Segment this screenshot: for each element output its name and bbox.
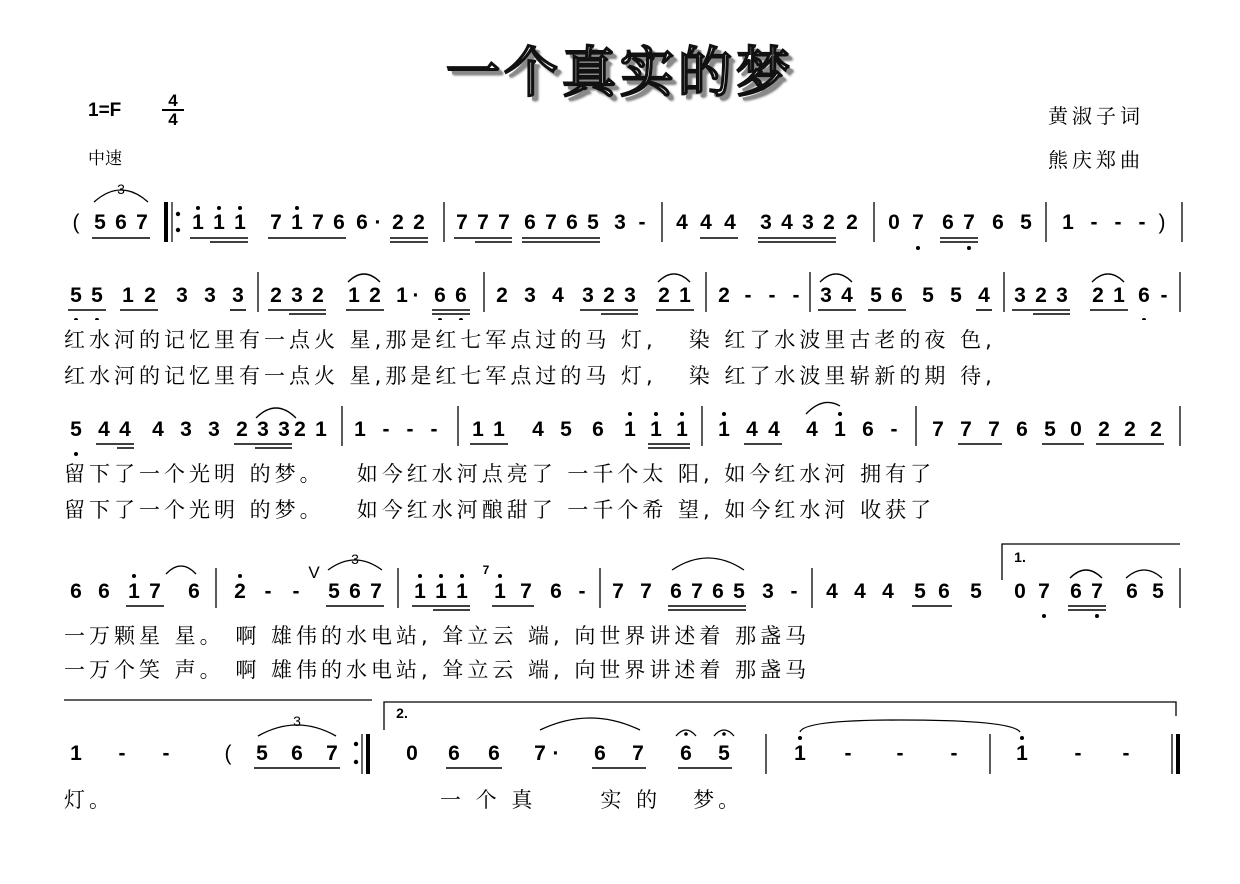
svg-text:·: · (552, 742, 560, 765)
svg-text:7: 7 (612, 580, 624, 603)
svg-text:3: 3 (257, 418, 269, 441)
svg-text:3: 3 (762, 580, 774, 603)
svg-text:7: 7 (960, 418, 972, 441)
svg-text:1: 1 (435, 580, 447, 603)
svg-text:-: - (844, 742, 852, 765)
svg-text:5: 5 (94, 211, 106, 234)
lyric-line-3-verse-2: 留下了一个光明 的梦。 如今红水河酿甜了 一千个希 望, 如今红水河 收获了 (64, 498, 936, 522)
svg-text:2: 2 (236, 418, 248, 441)
svg-text:1: 1 (122, 284, 134, 307)
svg-text:1: 1 (213, 211, 225, 234)
svg-text:1: 1 (348, 284, 360, 307)
svg-text:6: 6 (333, 211, 345, 234)
svg-text:2: 2 (1092, 284, 1104, 307)
svg-text:5: 5 (914, 580, 926, 603)
svg-text:4: 4 (98, 418, 110, 441)
svg-text:1: 1 (624, 418, 636, 441)
svg-text:1: 1 (718, 418, 730, 441)
time-signature-top: 4 (168, 91, 178, 110)
svg-text:6: 6 (992, 211, 1004, 234)
svg-text:1: 1 (396, 284, 408, 307)
svg-text:V: V (308, 563, 320, 582)
svg-text:1: 1 (354, 418, 366, 441)
svg-text:-: - (1114, 211, 1122, 234)
time-signature (160, 92, 186, 128)
svg-text:5: 5 (870, 284, 882, 307)
svg-text:1: 1 (128, 580, 140, 603)
svg-text:7: 7 (534, 742, 546, 765)
svg-text:6: 6 (592, 418, 604, 441)
svg-text:5: 5 (70, 284, 82, 307)
lyric-line-4-verse-1: 一万颗星 星。 啊 雄伟的水电站, 耸立云 端, 向世界讲述着 那盏马 (64, 624, 811, 648)
svg-text:3: 3 (351, 551, 359, 567)
svg-text:5: 5 (587, 211, 599, 234)
svg-text:7: 7 (632, 742, 644, 765)
svg-text:3: 3 (1014, 284, 1026, 307)
svg-text:1: 1 (472, 418, 484, 441)
svg-text:7: 7 (482, 563, 490, 577)
svg-text:6: 6 (670, 580, 682, 603)
svg-text:3: 3 (582, 284, 594, 307)
svg-text:2: 2 (294, 418, 306, 441)
svg-text:4: 4 (806, 418, 818, 441)
svg-text:2: 2 (392, 211, 404, 234)
staff-system-3 (0, 396, 1240, 456)
staff-system-4 (0, 540, 1240, 618)
svg-text:6: 6 (98, 580, 110, 603)
svg-text:5: 5 (950, 284, 962, 307)
svg-text:-: - (950, 742, 958, 765)
svg-text:-: - (638, 211, 646, 234)
svg-text:2: 2 (144, 284, 156, 307)
svg-text:5: 5 (733, 580, 745, 603)
svg-text:6: 6 (1070, 580, 1082, 603)
svg-text:0: 0 (1014, 580, 1026, 603)
svg-text:1: 1 (794, 742, 806, 765)
svg-text:3: 3 (278, 418, 290, 441)
svg-text:5: 5 (922, 284, 934, 307)
svg-text:3: 3 (291, 284, 303, 307)
svg-text:5: 5 (328, 580, 340, 603)
svg-text:4: 4 (119, 418, 131, 441)
svg-text:5: 5 (1152, 580, 1164, 603)
svg-text:6: 6 (550, 580, 562, 603)
svg-text:5: 5 (91, 284, 103, 307)
svg-text:-: - (890, 418, 898, 441)
svg-text:1: 1 (1062, 211, 1074, 234)
svg-text:3: 3 (760, 211, 772, 234)
svg-text:6: 6 (524, 211, 536, 234)
svg-text:2: 2 (413, 211, 425, 234)
svg-text:4: 4 (676, 211, 688, 234)
svg-text:-: - (406, 418, 414, 441)
svg-text:3: 3 (232, 284, 244, 307)
svg-text:-: - (1074, 742, 1082, 765)
lyric-line-5-start: 灯。 (64, 788, 114, 812)
svg-text:1.: 1. (1014, 549, 1026, 565)
svg-text:7: 7 (545, 211, 557, 234)
svg-text:1: 1 (679, 284, 691, 307)
svg-text:6: 6 (942, 211, 954, 234)
svg-text:7: 7 (270, 211, 282, 234)
lyric-line-3-verse-1: 留下了一个光明 的梦。 如今红水河点亮了 一千个太 阳, 如今红水河 拥有了 (64, 462, 936, 486)
svg-text:4: 4 (532, 418, 544, 441)
svg-text:4: 4 (768, 418, 780, 441)
svg-text:3: 3 (802, 211, 814, 234)
svg-text:6: 6 (291, 742, 303, 765)
svg-text:4: 4 (781, 211, 793, 234)
lyricist-credit: 黄淑子词 (1048, 104, 1144, 128)
svg-text:6: 6 (938, 580, 950, 603)
svg-text:-: - (1138, 211, 1146, 234)
svg-text:3: 3 (208, 418, 220, 441)
staff-system-2 (0, 262, 1240, 320)
svg-text:6: 6 (862, 418, 874, 441)
svg-text:2: 2 (718, 284, 730, 307)
svg-text:2: 2 (1035, 284, 1047, 307)
svg-text:7: 7 (1091, 580, 1103, 603)
svg-text:6: 6 (188, 580, 200, 603)
svg-text:7: 7 (691, 580, 703, 603)
svg-text:2: 2 (1098, 418, 1110, 441)
svg-text:2: 2 (823, 211, 835, 234)
svg-text:7: 7 (456, 211, 468, 234)
svg-text:6: 6 (115, 211, 127, 234)
svg-text:2: 2 (369, 284, 381, 307)
svg-text:6: 6 (566, 211, 578, 234)
svg-text:-: - (1160, 284, 1168, 307)
svg-text:6: 6 (680, 742, 692, 765)
svg-text:3: 3 (117, 181, 125, 197)
svg-text:·: · (412, 284, 420, 307)
staff-system-1 (0, 172, 1240, 252)
svg-text:1: 1 (414, 580, 426, 603)
svg-text:4: 4 (841, 284, 853, 307)
svg-text:6: 6 (349, 580, 361, 603)
svg-text:-: - (382, 418, 390, 441)
svg-text:2.: 2. (396, 705, 408, 721)
svg-text:6: 6 (448, 742, 460, 765)
lyric-line-2-verse-2: 红水河的记忆里有一点火 星,那是红七军点过的马 灯, 染 红了水波里崭新的期 待, (64, 364, 996, 388)
svg-text:-: - (578, 580, 586, 603)
svg-text:3: 3 (1056, 284, 1068, 307)
svg-text:1: 1 (70, 742, 82, 765)
svg-text:0: 0 (1070, 418, 1082, 441)
svg-text:4: 4 (152, 418, 164, 441)
svg-text:2: 2 (234, 580, 246, 603)
svg-text:6: 6 (434, 284, 446, 307)
svg-text:6: 6 (1138, 284, 1150, 307)
composer-credit: 熊庆郑曲 (1048, 148, 1144, 172)
svg-text:4: 4 (978, 284, 990, 307)
svg-text:7: 7 (963, 211, 975, 234)
svg-text:6: 6 (594, 742, 606, 765)
svg-text:7: 7 (498, 211, 510, 234)
svg-text:-: - (162, 742, 170, 765)
svg-text:-: - (744, 284, 752, 307)
svg-text:4: 4 (826, 580, 838, 603)
svg-text:1: 1 (234, 211, 246, 234)
svg-text:-: - (264, 580, 272, 603)
svg-text:-: - (896, 742, 904, 765)
time-signature-bottom: 4 (168, 110, 178, 129)
svg-text:1: 1 (676, 418, 688, 441)
svg-text:6: 6 (1016, 418, 1028, 441)
svg-text:1: 1 (494, 580, 506, 603)
svg-text:7: 7 (640, 580, 652, 603)
svg-text:1: 1 (1113, 284, 1125, 307)
svg-text:4: 4 (552, 284, 564, 307)
svg-text:6: 6 (712, 580, 724, 603)
svg-text:5: 5 (560, 418, 572, 441)
svg-text:7: 7 (988, 418, 1000, 441)
svg-text:7: 7 (477, 211, 489, 234)
svg-text:4: 4 (700, 211, 712, 234)
svg-text:1: 1 (493, 418, 505, 441)
svg-text:4: 4 (854, 580, 866, 603)
svg-text:(: ( (72, 211, 80, 234)
svg-text:1: 1 (1016, 742, 1028, 765)
svg-text:6: 6 (70, 580, 82, 603)
svg-text:·: · (374, 211, 382, 234)
svg-text:7: 7 (149, 580, 161, 603)
svg-text:(: ( (224, 742, 232, 765)
svg-text:3: 3 (624, 284, 636, 307)
svg-text:3: 3 (293, 713, 301, 729)
svg-text:5: 5 (718, 742, 730, 765)
svg-text:2: 2 (270, 284, 282, 307)
svg-text:2: 2 (846, 211, 858, 234)
svg-text:0: 0 (406, 742, 418, 765)
svg-text:1: 1 (192, 211, 204, 234)
svg-text:5: 5 (70, 418, 82, 441)
svg-text:7: 7 (912, 211, 924, 234)
svg-text:2: 2 (312, 284, 324, 307)
svg-text:1: 1 (291, 211, 303, 234)
svg-text:-: - (768, 284, 776, 307)
svg-text:6: 6 (356, 211, 368, 234)
svg-text:7: 7 (520, 580, 532, 603)
svg-text:3: 3 (614, 211, 626, 234)
svg-text:-: - (1090, 211, 1098, 234)
svg-text:3: 3 (176, 284, 188, 307)
lyric-line-4-verse-2: 一万个笑 声。 啊 雄伟的水电站, 耸立云 端, 向世界讲述着 那盏马 (64, 658, 811, 682)
svg-text:-: - (118, 742, 126, 765)
svg-text:0: 0 (888, 211, 900, 234)
svg-text:6: 6 (488, 742, 500, 765)
svg-text:-: - (292, 580, 300, 603)
svg-text:6: 6 (455, 284, 467, 307)
svg-text:-: - (790, 580, 798, 603)
svg-text:2: 2 (658, 284, 670, 307)
svg-text:5: 5 (1044, 418, 1056, 441)
song-title: 一个真实的梦 (446, 41, 794, 104)
svg-text:4: 4 (724, 211, 736, 234)
tempo-marking: 中速 (88, 149, 122, 169)
svg-text:6: 6 (891, 284, 903, 307)
svg-text:): ) (1158, 211, 1166, 234)
svg-text:3: 3 (524, 284, 536, 307)
svg-text:4: 4 (882, 580, 894, 603)
svg-text:-: - (792, 284, 800, 307)
staff-system-5 (0, 690, 1240, 782)
svg-text:4: 4 (746, 418, 758, 441)
lyric-line-2-verse-1: 红水河的记忆里有一点火 星,那是红七军点过的马 灯, 染 红了水波里古老的夜 色, (64, 328, 996, 352)
svg-text:7: 7 (1038, 580, 1050, 603)
svg-text:2: 2 (1124, 418, 1136, 441)
svg-text:7: 7 (136, 211, 148, 234)
svg-text:2: 2 (1150, 418, 1162, 441)
svg-text:2: 2 (496, 284, 508, 307)
svg-text:5: 5 (256, 742, 268, 765)
svg-text:5: 5 (1020, 211, 1032, 234)
svg-text:-: - (1122, 742, 1130, 765)
svg-text:3: 3 (820, 284, 832, 307)
svg-text:1: 1 (834, 418, 846, 441)
svg-text:6: 6 (1126, 580, 1138, 603)
svg-text:1: 1 (650, 418, 662, 441)
svg-text:2: 2 (603, 284, 615, 307)
svg-text:5: 5 (970, 580, 982, 603)
svg-text:7: 7 (326, 742, 338, 765)
svg-text:1: 1 (456, 580, 468, 603)
svg-text:7: 7 (312, 211, 324, 234)
key-signature: 1=F (88, 100, 122, 121)
svg-text:3: 3 (204, 284, 216, 307)
svg-text:1: 1 (315, 418, 327, 441)
svg-text:7: 7 (370, 580, 382, 603)
svg-text:7: 7 (932, 418, 944, 441)
svg-text:-: - (430, 418, 438, 441)
svg-text:3: 3 (180, 418, 192, 441)
lyric-line-5-ending: 一 个 真 实 的 梦。 (440, 788, 744, 812)
